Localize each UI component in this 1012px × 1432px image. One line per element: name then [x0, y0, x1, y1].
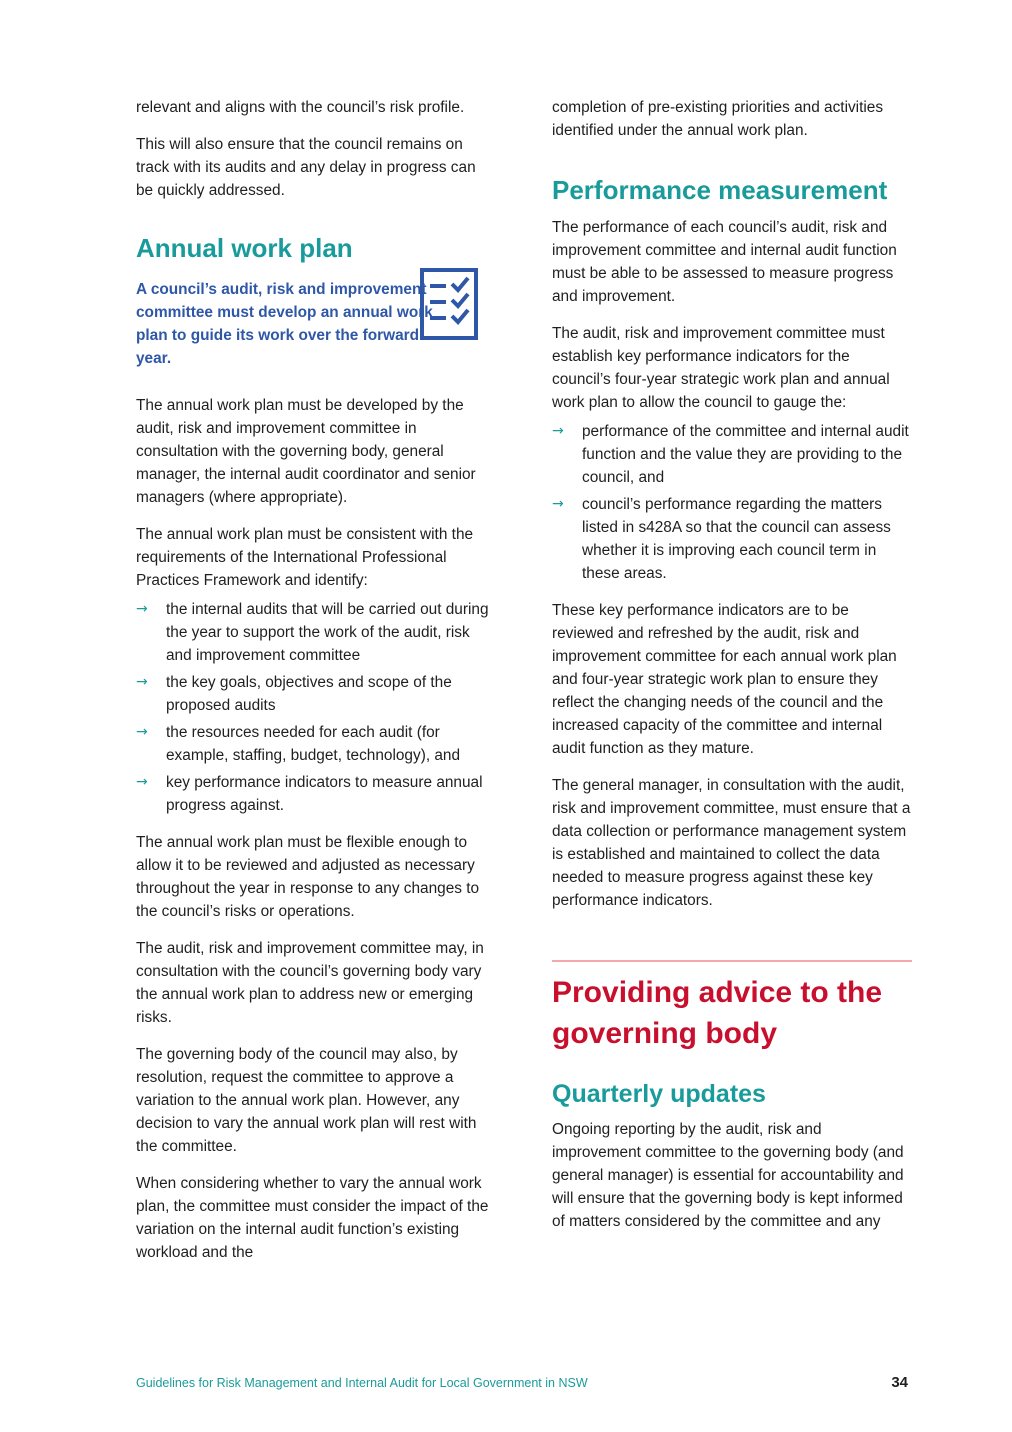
- list-item: → the internal audits that will be carried out during the year to support the work of the audit, risk and improvement committee: [136, 598, 496, 667]
- checklist-icon: [420, 268, 478, 340]
- page-footer: [136, 1376, 908, 1396]
- paragraph: The annual work plan must be developed by the audit, risk and improvement committee in consultation with the governing body, general manager, the internal audit coordinator and senior managers (where appropriate).: [136, 397, 476, 506]
- bullet-list: [552, 420, 912, 585]
- paragraph: Ongoing reporting by the audit, risk and improvement committee to the governing body (and general manager) is essential for accountability and will ensure that the governing body is kept informed of matters considered by the committee and any: [552, 1121, 904, 1230]
- paragraph: When considering whether to vary the annual work plan, the committee must consider the impact of the variation on the internal audit function’s existing workload and the: [136, 1175, 489, 1261]
- bullet-list: [136, 598, 496, 817]
- left-column: [136, 96, 496, 1278]
- paragraph: The audit, risk and improvement committee may, in consultation with the council’s governing body vary the annual work plan to address new or emerging risks.: [136, 940, 484, 1026]
- page-number: 34: [891, 1374, 908, 1391]
- heading-annual-work-plan: Annual work plan: [136, 233, 353, 263]
- arrow-right-icon: →: [136, 774, 148, 790]
- heading-quarterly-updates: Quarterly updates: [552, 1080, 766, 1108]
- paragraph: The performance of each council’s audit, risk and improvement committee and internal audit function must be able to be assessed to measure progress and improvement.: [552, 219, 897, 305]
- callout-box: [136, 278, 496, 370]
- arrow-right-icon: →: [552, 423, 564, 439]
- list-item: → key performance indicators to measure annual progress against.: [136, 771, 496, 817]
- list-item: → the resources needed for each audit (for example, staffing, budget, technology), and: [136, 721, 496, 767]
- section-divider: [552, 960, 912, 962]
- right-column: [552, 96, 912, 1247]
- paragraph: The annual work plan must be consistent with the requirements of the International Professional Practices Framework and identify:: [136, 526, 474, 589]
- paragraph: These key performance indicators are to be reviewed and refreshed by the audit, risk and improvement committee for each annual work plan and four-year strategic work plan to ensure they reflect the changing needs of the council and the increased capacity of the committee and internal audit function as they mature.: [552, 602, 897, 757]
- heading-performance-measurement: Performance measurement: [552, 175, 888, 205]
- arrow-right-icon: →: [136, 601, 148, 617]
- heading-providing-advice: Providing advice to the governing body: [552, 976, 883, 1050]
- arrow-right-icon: →: [136, 724, 148, 740]
- list-item: → council’s performance regarding the matters listed in s428A so that the council can assess whether it is improving each council term in these areas.: [552, 493, 912, 585]
- footer-title: Guidelines for Risk Management and Internal Audit for Local Government in NSW: [136, 1376, 588, 1390]
- arrow-right-icon: →: [136, 674, 148, 690]
- paragraph: relevant and aligns with the council’s risk profile.: [136, 99, 465, 116]
- paragraph: The general manager, in consultation with the audit, risk and improvement committee, must ensure that a data collection or performance management system is established and maintained to collect the data needed to measure progress against these key performance indicators.: [552, 777, 911, 909]
- callout-text: A council’s audit, risk and improvement committee must develop an annual work plan to guide its work over the forward year.: [136, 281, 433, 367]
- arrow-right-icon: →: [552, 496, 564, 512]
- paragraph: The audit, risk and improvement committee must establish key performance indicators for the council’s four-year strategic work plan and annual work plan to allow the council to gauge the:: [552, 325, 890, 411]
- paragraph: This will also ensure that the council remains on track with its audits and any delay in progress can be quickly addressed.: [136, 136, 476, 199]
- list-item: → performance of the committee and internal audit function and the value they are providing to the council, and: [552, 420, 912, 489]
- paragraph: The annual work plan must be flexible enough to allow it to be reviewed and adjusted as necessary throughout the year in response to any changes to the council’s risks or operations.: [136, 834, 480, 920]
- list-item: → the key goals, objectives and scope of the proposed audits: [136, 671, 496, 717]
- paragraph: The governing body of the council may also, by resolution, request the committee to approve a variation to the annual work plan. However, any decision to vary the annual work plan will rest with the committee.: [136, 1046, 477, 1155]
- paragraph: completion of pre-existing priorities and activities identified under the annual work plan.: [552, 99, 884, 139]
